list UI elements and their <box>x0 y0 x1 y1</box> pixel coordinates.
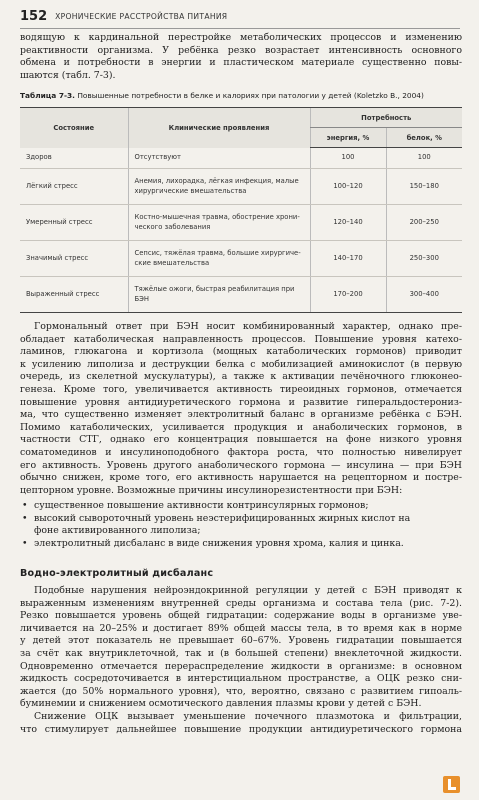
bullet-icon: • <box>22 500 28 511</box>
clinical-line: Тяжёлые ожоги, быстрая реабилитация при <box>134 284 295 293</box>
clinical-line: хирургические вмешательства <box>134 186 247 195</box>
list-item-text: фоне активированного липолиза; <box>34 525 201 537</box>
text-line: шаются (табл. 7-3). <box>20 69 116 81</box>
table-caption-label: Таблица 7-3. <box>20 91 75 100</box>
bullet-list <box>20 500 462 550</box>
text-line: у детей этот показатель не превышает 60–67%. Уровень гидратации повышается <box>20 635 462 647</box>
cell-state: Умеренный стресс <box>20 205 128 241</box>
table-row <box>20 241 462 277</box>
text-line: генеза. Кроме того, увеличивается активность тиреоидных гормонов, отмечается <box>20 383 462 395</box>
body-paragraph <box>20 321 462 497</box>
cell-clinical <box>128 241 310 277</box>
text-line: его активность. Уровень другого анаболического гормона — инсулина — при БЭН <box>20 459 462 471</box>
text-line: обмена и потребности в энергии и пластическом материале существенно повы- <box>20 57 462 69</box>
text-line: ламинов, глюкагона и кортизола (мощных катаболических гормонов) приводит <box>20 346 462 358</box>
text-line: частности СТГ, однако его концентрация повышается на фоне низкого уровня <box>20 434 462 446</box>
list-item-text: высокий сывороточный уровень неэстерифицированных жирных кислот на <box>34 512 411 524</box>
cell-protein: 150–180 <box>386 169 462 205</box>
text-line: Гормональный ответ при БЭН носит комбинированный характер, однако пре- <box>34 321 462 332</box>
table-caption <box>20 91 462 101</box>
running-title: ХРОНИЧЕСКИЕ РАССТРОЙСТВА ПИТАНИЯ <box>55 11 228 21</box>
list-item-text: существенное повышение активности контринсулярных гормонов; <box>34 500 369 511</box>
cell-clinical <box>128 148 310 169</box>
cell-energy: 140–170 <box>310 241 386 277</box>
text-line: жается (до 50% нормального уровня), что, вероятно, связано с развитием гипоаль- <box>20 685 462 697</box>
text-line: Одновременно отмечается перераспределение жидкости в организме: в основном <box>20 660 462 672</box>
page-header <box>20 6 460 26</box>
text-line: цепторном уровне. Возможные причины инсулинорезистентности при БЭН: <box>20 484 403 496</box>
bullet-icon: • <box>22 512 28 524</box>
text-line: жидкость сосредоточивается в интерстициальном пространстве, а ОЦК резко сни- <box>20 673 462 685</box>
cell-energy: 100–120 <box>310 169 386 205</box>
cell-state: Здоров <box>20 148 128 169</box>
text-line: Снижение ОЦК вызывает уменьшение почечного плазмотока и фильтрации, <box>34 710 462 722</box>
cell-clinical <box>128 169 310 205</box>
clinical-line: ческого заболевания <box>134 222 211 231</box>
intro-paragraph <box>20 32 462 82</box>
text-line: повышение уровня антидиуретического гормона и развитие гиперальдостерониз- <box>20 396 462 408</box>
cell-energy: 120–140 <box>310 205 386 241</box>
text-line: соматомединов и инсулиноподобного фактора роста, что полностью нивелирует <box>20 446 462 458</box>
header-needs: Потребность <box>310 108 462 128</box>
table-row <box>20 205 462 241</box>
cell-clinical <box>128 205 310 241</box>
clinical-line: ские вмешательства <box>134 258 210 267</box>
cell-clinical <box>128 277 310 313</box>
clinical-line: Анемия, лихорадка, лёгкая инфекция, малые <box>134 176 299 185</box>
cell-protein: 300–400 <box>386 277 462 313</box>
text-line: что стимулирует дальнейшее повышение продукции антидиуретического гормона <box>20 723 462 735</box>
list-item <box>20 513 462 538</box>
list-item <box>20 538 462 551</box>
text-line: выраженным изменениям внутренней среды организма и состава тела (рис. 7-2). <box>20 597 462 609</box>
header-energy: энергия, % <box>310 128 386 148</box>
header-clinical: Клинические проявления <box>128 108 310 148</box>
clinical-line: Отсутствуют <box>134 152 181 161</box>
table-caption-text: Повышенные потребности в белке и калориях при патологии у детей (Koletzko B., 2004) <box>77 91 424 100</box>
section-paragraph <box>20 585 462 736</box>
text-line: обладает катаболическая направленность процессов. Повышение уровня катехо- <box>20 333 462 345</box>
clinical-line: Костно-мышечная травма, обострение хрони- <box>134 212 300 221</box>
cell-state: Выраженный стресс <box>20 277 128 313</box>
bullet-icon: • <box>22 537 28 549</box>
cell-energy: 170–200 <box>310 277 386 313</box>
needs-table <box>20 107 462 313</box>
text-line: водящую к кардинальной перестройке метаболических процессов и изменению <box>20 32 462 43</box>
list-item <box>20 500 462 513</box>
cell-energy: 100 <box>310 148 386 169</box>
table-row <box>20 169 462 205</box>
text-line: очередь, из скелетной мускулатуры), а также к активации печёночного глюконео- <box>20 371 462 383</box>
table-row <box>20 277 462 313</box>
cell-protein: 200–250 <box>386 205 462 241</box>
clinical-line: Сепсис, тяжёлая травма, большие хирургиче- <box>134 248 301 257</box>
header-state: Состояние <box>20 108 128 148</box>
text-line: Резко повышается уровень общей гидратации: содержание воды в организме уве- <box>20 610 462 622</box>
text-line: личивается на 20–25% и достигает 89% общей массы тела, в то время как в норме <box>20 622 462 634</box>
cell-state: Лёгкий стресс <box>20 169 128 205</box>
clinical-line: БЭН <box>134 294 150 303</box>
text-line: к усилению липолиза и деструкции белка с мобилизацией аминокислот (в первую <box>20 358 462 370</box>
text-line: обычно снижен, кроме того, его активность нарушается на рецепторном и постре- <box>20 472 462 484</box>
section-title: Водно-электролитный дисбаланс <box>20 568 214 579</box>
publisher-logo-icon <box>443 776 460 793</box>
header-rule <box>20 28 460 29</box>
text-line: за счёт как внутриклеточной, так и (в большей степени) внеклеточной жидкости. <box>20 647 462 659</box>
page-number: 152 <box>20 8 48 24</box>
text-line: ма, что существенно изменяет электролитный баланс в организме ребёнка с БЭН. <box>20 409 462 421</box>
list-item-text: электролитный дисбаланс в виде снижения уровня хрома, калия и цинка. <box>34 537 404 549</box>
cell-state: Значимый стресс <box>20 241 128 277</box>
header-protein: белок, % <box>386 128 462 148</box>
cell-protein: 100 <box>386 148 462 169</box>
table-row <box>20 148 462 169</box>
text-line: Подобные нарушения нейроэндокринной регуляции у детей с БЭН приводят к <box>34 585 462 596</box>
text-line: реактивности организма. У ребёнка резко возрастает интенсивность основного <box>20 44 462 56</box>
cell-protein: 250–300 <box>386 241 462 277</box>
text-line: Помимо катаболических, усиливается продукция и анаболических гормонов, в <box>20 421 462 433</box>
text-line: буминемии и снижением осмотического давления плазмы крови у детей с БЭН. <box>20 698 422 710</box>
